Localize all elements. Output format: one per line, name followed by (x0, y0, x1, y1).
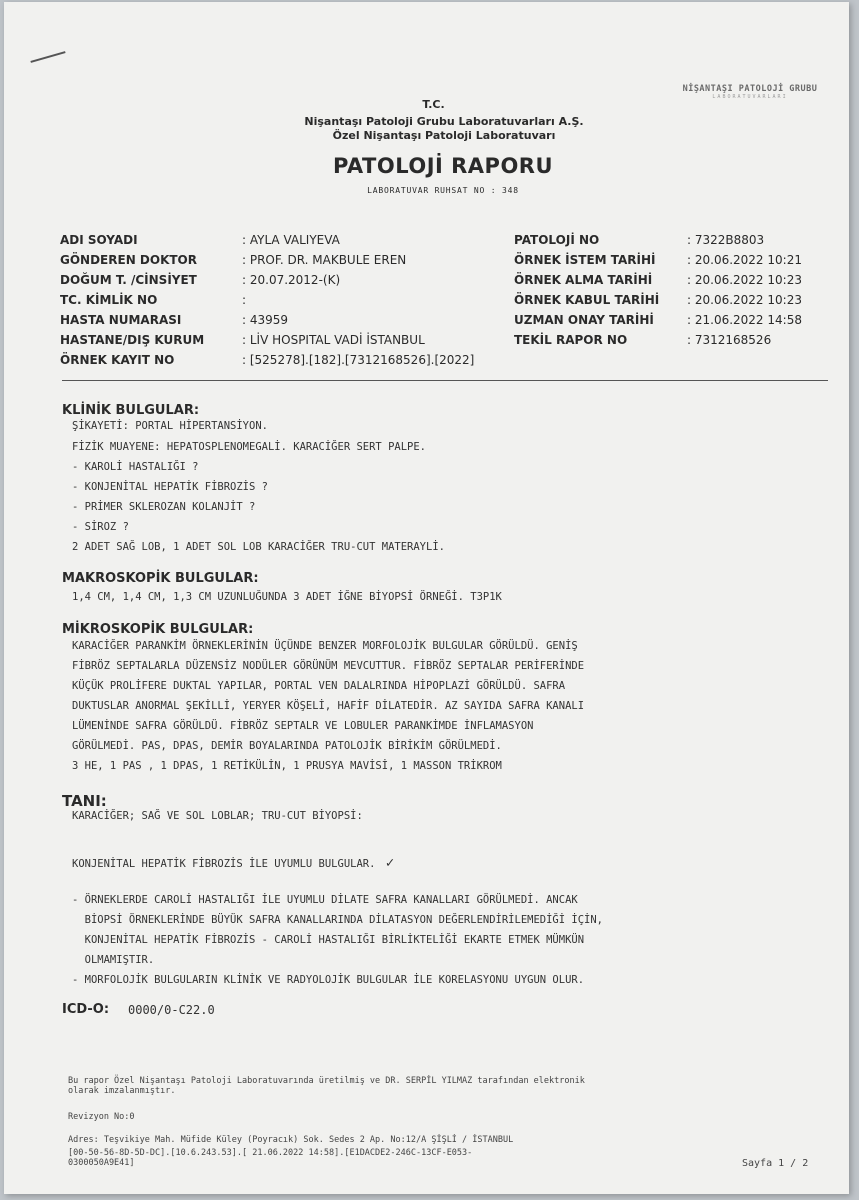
revision: Revizyon No:0 (68, 1112, 135, 1122)
header-lab: Özel Nişantaşı Patoloji Laboratuvarı (332, 129, 556, 142)
patient-no-value: : 43959 (242, 313, 289, 327)
icd-value: 0000/0-C22.0 (128, 1003, 215, 1017)
pathology-no-label: PATOLOJİ NO (514, 233, 600, 247)
signature-note-2: olarak imzalanmıştır. (68, 1086, 176, 1096)
clinical-line: ŞİKAYETİ: PORTAL HİPERTANSİYON. (72, 420, 268, 432)
clinical-line: - KONJENİTAL HEPATİK FİBROZİS ? (72, 481, 268, 493)
sample-reg-label: ÖRNEK KAYIT NO (60, 353, 175, 367)
doctor-label: GÖNDEREN DOKTOR (60, 253, 197, 267)
accept-date-label: ÖRNEK KABUL TARİHİ (514, 293, 660, 307)
request-date-label: ÖRNEK İSTEM TARİHİ (514, 253, 656, 267)
address: Adres: Teşvikiye Mah. Müfide Küley (Poyracık) Sok. Sedes 2 Ap. No:12/A ŞİŞLİ / İSTANBUL (68, 1135, 514, 1145)
header-company: Nişantaşı Patoloji Grubu Laboratuvarları A.Ş. (304, 115, 584, 128)
micro-line: LÜMENİNDE SAFRA GÖRÜLDÜ. FİBRÖZ SEPTALR VE LOBULER PARANKİMDE İNFLAMASYON (72, 720, 534, 732)
signature-note: Bu rapor Özel Nişantaşı Patoloji Laboratuvarında üretilmiş ve DR. SERPİL YILMAZ tarafından elektronik (68, 1076, 585, 1086)
checkmark-icon: ✓ (385, 855, 395, 871)
tc-value: : (242, 293, 247, 307)
name-value: : AYLA VALIYEVA (242, 233, 340, 247)
clinical-line: FİZİK MUAYENE: HEPATOSPLENOMEGALİ. KARACİĞER SERT PALPE. (72, 441, 427, 453)
page-number: Sayfa 1 / 2 (742, 1158, 809, 1169)
hash-line-2: 0300050A9E41] (68, 1158, 135, 1168)
icd-label: ICD-O: (62, 1002, 110, 1017)
pathology-no-value: : 7322B8803 (687, 233, 765, 247)
single-report-label: TEKİL RAPOR NO (514, 333, 628, 347)
patient-no-label: HASTA NUMARASI (60, 313, 182, 327)
diagnosis-note: - ÖRNEKLERDE CAROLİ HASTALIĞI İLE UYUMLU DİLATE SAFRA KANALLARI GÖRÜLMEDİ. ANCAK (72, 894, 578, 906)
micro-title: MİKROSKOPİK BULGULAR: (62, 622, 254, 637)
diagnosis-note: BİOPSİ ÖRNEKLERİNDE BÜYÜK SAFRA KANALLARINDA DİLATASYON DEĞERLENDİRİLEMEDİĞİ İÇİN, (72, 914, 604, 926)
report-page (4, 2, 849, 1194)
diagnosis-title: TANI: (62, 792, 107, 810)
micro-line: FİBRÖZ SEPTALARLA DÜZENSİZ NODÜLER GÖRÜNÜM MEVCUTTUR. FİBRÖZ SEPTALAR PERİFERİNDE (72, 660, 585, 672)
diagnosis-note: KONJENİTAL HEPATİK FİBROZİS - CAROLİ HASTALIĞI BİRLİKTELİĞİ EKARTE ETMEK MÜMKÜN (72, 934, 585, 946)
doctor-value: : PROF. DR. MAKBULE EREN (242, 253, 407, 267)
tc-label: TC. KİMLİK NO (60, 293, 158, 307)
sample-reg-value: : [525278].[182].[7312168526].[2022] (242, 353, 475, 367)
clinical-line: - PRİMER SKLEROZAN KOLANJİT ? (72, 501, 256, 513)
logo-text: NİŞANTAŞI PATOLOJİ GRUBU (682, 84, 818, 94)
diagnosis-note: - MORFOLOJİK BULGULARIN KLİNİK VE RADYOLOJİK BULGULAR İLE KORELASYONU UYGUN OLUR. (72, 974, 585, 986)
micro-line: DUKTUSLAR ANORMAL ŞEKİLLİ, YERYER KÖŞELİ, HAFİF DİLATEDİR. AZ SAYIDA SAFRA KANALI (72, 700, 585, 712)
request-date-value: : 20.06.2022 10:21 (687, 253, 802, 267)
dob-value: : 20.07.2012-(K) (242, 273, 341, 287)
macro-line: 1,4 CM, 1,4 CM, 1,3 CM UZUNLUĞUNDA 3 ADET İĞNE BİYOPSİ ÖRNEĞİ. T3P1K (72, 591, 502, 603)
clinical-line: 2 ADET SAĞ LOB, 1 ADET SOL LOB KARACİĞER TRU-CUT MATERAYLİ. (72, 541, 445, 553)
approve-date-value: : 21.06.2022 14:58 (687, 313, 802, 327)
clinical-title: KLİNİK BULGULAR: (62, 403, 200, 418)
logo-subtext: LABORATUVARLARI (712, 94, 788, 100)
license-number: LABORATUVAR RUHSAT NO : 348 (367, 186, 519, 195)
micro-line: GÖRÜLMEDİ. PAS, DPAS, DEMİR BOYALARINDA PATOLOJİK BİRİKİM GÖRÜLMEDİ. (72, 740, 502, 752)
micro-line: KARACİĞER PARANKİM ÖRNEKLERİNİN ÜÇÜNDE BENZER MORFOLOJİK BULGULAR GÖRÜLDÜ. GENİŞ (72, 640, 578, 652)
header-tc: T.C. (422, 98, 445, 111)
clinical-line: - SİROZ ? (72, 521, 129, 533)
name-label: ADI SOYADI (60, 233, 138, 247)
diagnosis-site: KARACİĞER; SAĞ VE SOL LOBLAR; TRU-CUT BİYOPSİ: (72, 810, 363, 822)
approve-date-label: UZMAN ONAY TARİHİ (514, 313, 654, 327)
diagnosis-result-text: KONJENİTAL HEPATİK FİBROZİS İLE UYUMLU BULGULAR. (72, 858, 376, 870)
micro-line: KÜÇÜK PROLİFERE DUKTAL YAPILAR, PORTAL VEN DALALRINDA HİPOPLAZİ GÖRÜLDÜ. SAFRA (72, 680, 566, 692)
collect-date-value: : 20.06.2022 10:23 (687, 273, 802, 287)
accept-date-value: : 20.06.2022 10:23 (687, 293, 802, 307)
hash-line-1: [00-50-56-8D-5D-DC].[10.6.243.53].[ 21.06.2022 14:58].[E1DACDE2-246C-13CF-E053- (68, 1148, 473, 1158)
collect-date-label: ÖRNEK ALMA TARİHİ (514, 273, 653, 287)
micro-line: 3 HE, 1 PAS , 1 DPAS, 1 RETİKÜLİN, 1 PRUSYA MAVİSİ, 1 MASSON TRİKROM (72, 760, 502, 772)
hospital-label: HASTANE/DIŞ KURUM (60, 333, 205, 347)
macro-title: MAKROSKOPİK BULGULAR: (62, 571, 259, 586)
single-report-value: : 7312168526 (687, 333, 772, 347)
diagnosis-result (72, 855, 394, 871)
clinical-line: - KAROLİ HASTALIĞI ? (72, 461, 199, 473)
hospital-value: : LİV HOSPITAL VADİ İSTANBUL (242, 333, 425, 347)
page-title: PATOLOJİ RAPORU (332, 154, 554, 178)
divider (62, 380, 828, 381)
pen-mark (30, 51, 65, 63)
diagnosis-note: OLMAMIŞTIR. (72, 954, 155, 966)
dob-label: DOĞUM T. /CİNSİYET (60, 273, 197, 287)
